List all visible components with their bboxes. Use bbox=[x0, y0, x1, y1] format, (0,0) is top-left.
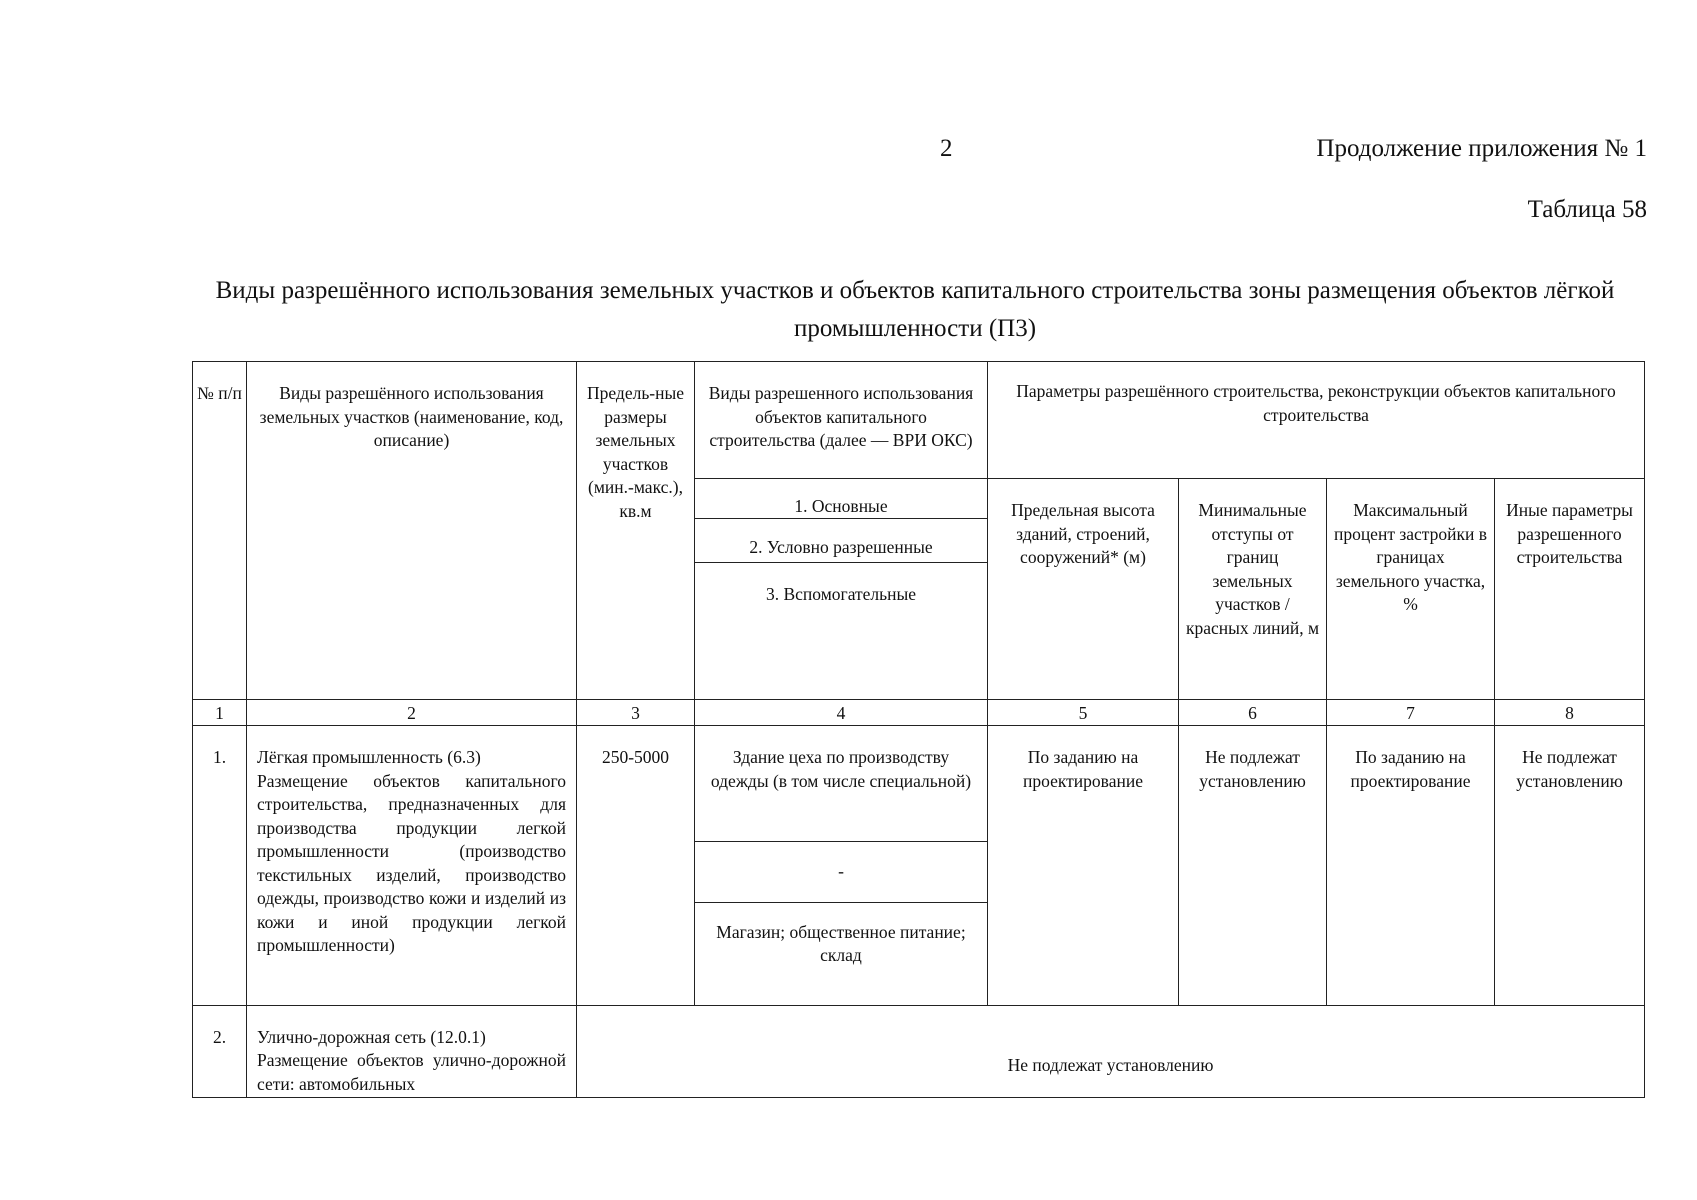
column-number: 5 bbox=[988, 699, 1179, 725]
page-number: 2 bbox=[940, 135, 953, 162]
header-params-group: Параметры разрешённого строительства, реконструкции объектов капитального строительства bbox=[988, 362, 1645, 479]
row-land-use-description: Размещение объектов капитального строительства, предназначенных для производства продукции легкой промышленности (производство текстильных изделий, производство одежды, производство кожи и изделий из кожи и иной продукции легкой промышленности) bbox=[257, 770, 566, 956]
row-land-use bbox=[247, 726, 577, 1005]
header-conditional: 2. Условно разрешенные bbox=[695, 519, 988, 562]
row-land-use-name: Лёгкая промышленность (6.3) bbox=[257, 747, 481, 768]
header-height: Предельная высота зданий, строений, сооружений* (м) bbox=[988, 479, 1179, 700]
column-number: 3 bbox=[577, 699, 695, 725]
column-number: 6 bbox=[1179, 699, 1327, 725]
row-number: 1. bbox=[193, 726, 247, 1005]
row-land-use-name: Улично-дорожная сеть (12.0.1) bbox=[257, 1026, 486, 1047]
table-row bbox=[193, 1005, 1645, 1097]
row-land-use-description: Размещение объектов улично-дорожной сети: автомобильных bbox=[257, 1050, 566, 1094]
appendix-continuation: Продолжение приложения № 1 bbox=[1316, 135, 1647, 162]
row-merged-params: Не подлежат установлению bbox=[577, 1005, 1645, 1097]
table-number: Таблица 58 bbox=[1527, 196, 1647, 223]
row-basic-use: Здание цеха по производству одежды (в том числе специальной) bbox=[695, 726, 988, 842]
row-setbacks: Не подлежат установлению bbox=[1179, 726, 1327, 1005]
header-other: Иные параметры разрешенного строительства bbox=[1495, 479, 1645, 700]
column-number: 1 bbox=[193, 699, 247, 725]
header-coverage: Максимальный процент застройки в границах земельного участка, % bbox=[1327, 479, 1495, 700]
column-number-row bbox=[193, 699, 1645, 725]
row-coverage: По заданию на проектирование bbox=[1327, 726, 1495, 1005]
header-capital-use: Виды разрешенного использования объектов капитального строительства (далее — ВРИ ОКС) bbox=[695, 362, 988, 479]
row-other: Не подлежат установлению bbox=[1495, 726, 1645, 1005]
row-land-use bbox=[247, 1005, 577, 1097]
header-setbacks: Минимальные отступы от границ земельных участков / красных линий, м bbox=[1179, 479, 1327, 700]
header-num: № п/п bbox=[193, 362, 247, 700]
land-use-table-wrapper bbox=[192, 361, 1644, 1098]
row-plot-size: 250-5000 bbox=[577, 726, 695, 1005]
column-number: 7 bbox=[1327, 699, 1495, 725]
column-number: 2 bbox=[247, 699, 577, 725]
header-basic: 1. Основные bbox=[695, 479, 988, 519]
header-land-use: Виды разрешённого использования земельных участков (наименование, код, описание) bbox=[247, 362, 577, 700]
header-auxiliary-space bbox=[695, 607, 988, 700]
column-number: 4 bbox=[695, 699, 988, 725]
header-auxiliary: 3. Вспомогательные bbox=[695, 562, 988, 606]
column-number: 8 bbox=[1495, 699, 1645, 725]
land-use-table bbox=[192, 361, 1645, 1098]
row-height: По заданию на проектирование bbox=[988, 726, 1179, 1005]
row-auxiliary-use: Магазин; общественное питание; склад bbox=[695, 902, 988, 1005]
document-title: Виды разрешённого использования земельных участков и объектов капитального строительства зоны размещения объектов лёгкой промышленности (П3) bbox=[215, 277, 1615, 342]
header-plot-size: Предель-ные размеры земельных участков (мин.-макс.), кв.м bbox=[577, 362, 695, 700]
row-number: 2. bbox=[193, 1005, 247, 1097]
row-conditional-use: - bbox=[695, 842, 988, 903]
table-row bbox=[193, 726, 1645, 842]
